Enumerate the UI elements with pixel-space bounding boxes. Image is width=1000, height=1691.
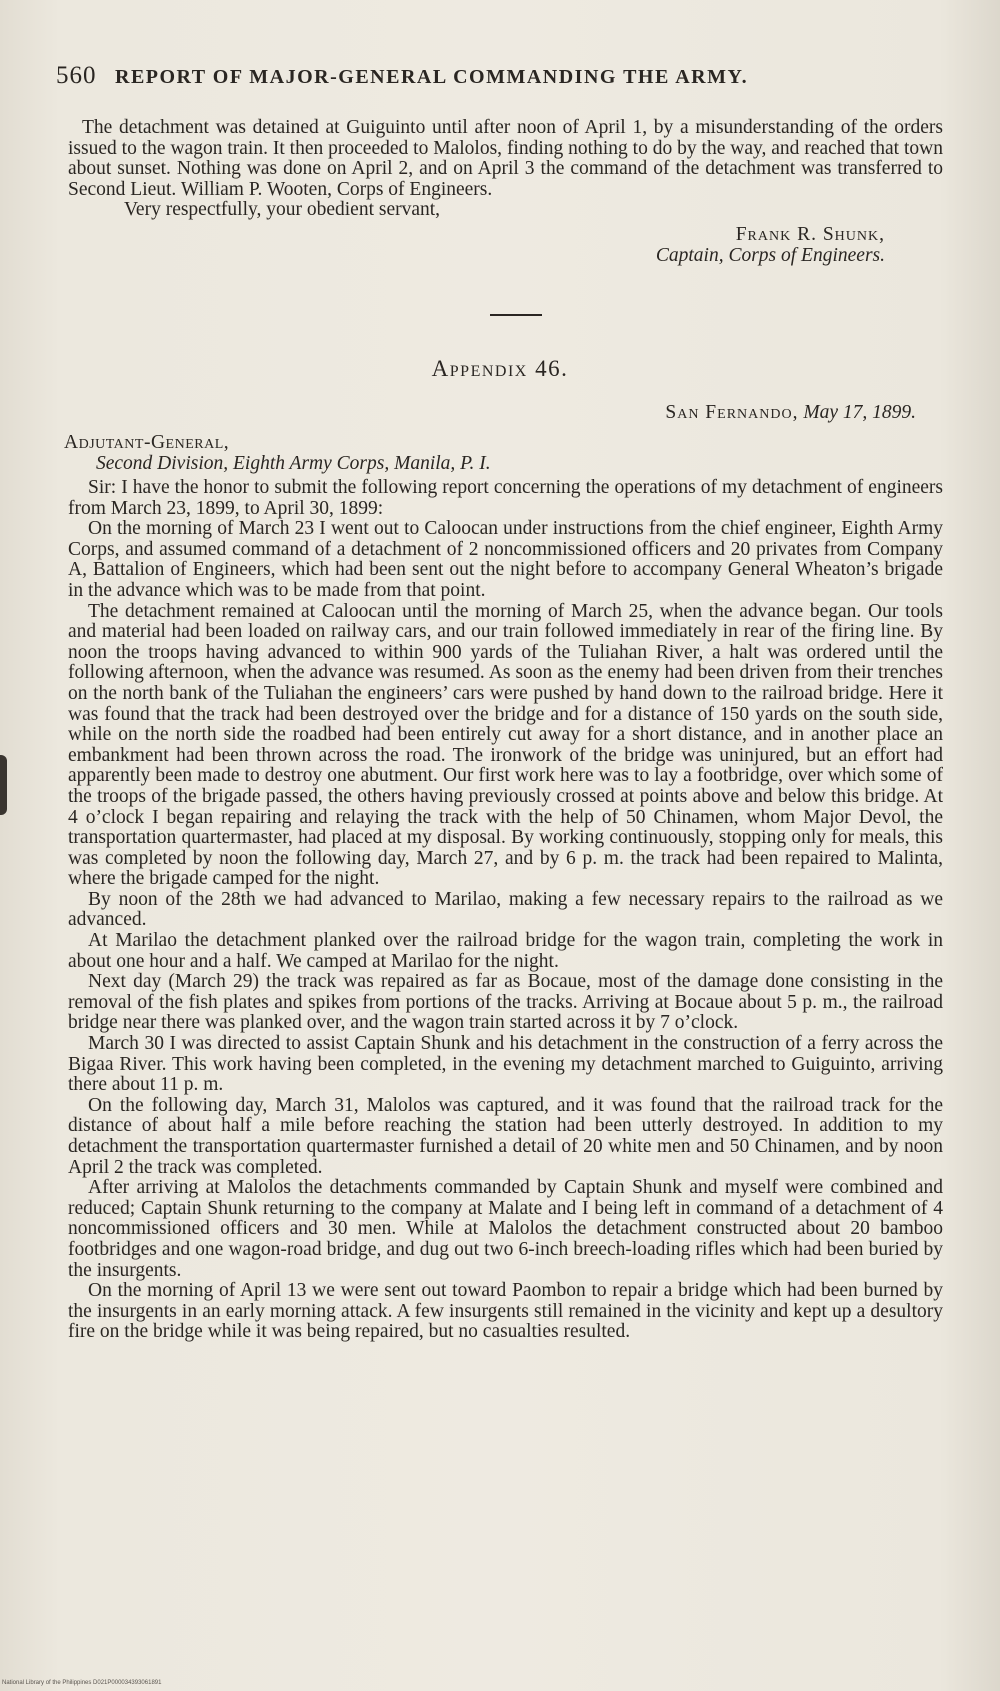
report-paragraph: March 30 I was directed to assist Captain Shunk and his detachment in the construction of a ferry across the Bigaa River. This work having been completed, in the evening my detachment marched to Guiguinto, arriving there about 11 p. m. — [68, 1033, 943, 1096]
previous-letter — [68, 118, 943, 266]
report-paragraph: On the morning of April 13 we were sent out toward Paombon to repair a bridge which had been burned by the insurgents in an early morning attack. A few insurgents still remained in the vicinity and kept up a desultory fire on the bridge while it was being repaired, but no casualties resulted. — [68, 1280, 943, 1343]
dateline — [665, 402, 916, 424]
dateline-place: San Fernando, — [665, 402, 799, 423]
report-paragraph: On the morning of March 23 I went out to Caloocan under instructions from the chief engineer, Eighth Army Corps, and assumed command of a detachment of 2 noncommissioned officers and 20 privates from Company A, Battalion of Engineers, which had been sent out the night before to accompany General Wheaton’s brigade in the advance which was to be made from that point. — [68, 518, 943, 601]
report-paragraph: On the following day, March 31, Malolos was captured, and it was found that the railroad track for the distance of about half a mile before reaching the station had been utterly destroyed. In addition to my detachment the transportation quartermaster furnished a detail of 20 white men and 50 Chinamen, and by noon April 2 the track was completed. — [68, 1094, 943, 1178]
intro-paragraph: The detachment was detained at Guiguinto until after noon of April 1, by a misunderstanding of the orders issued to the wagon train. It then proceeded to Malolos, finding nothing to do by the way, and reached that town about sunset. Nothing was done on April 2, and on April 3 the command of the detachment was transferred to Second Lieut. William P. Wooten, Corps of Engineers. — [68, 117, 943, 200]
section-divider — [490, 314, 542, 316]
report-body — [68, 478, 943, 1343]
signature-name: Frank R. Shunk, — [735, 223, 885, 245]
signature-title: Captain, Corps of Engineers. — [655, 244, 885, 266]
dateline-date: May 17, 1899. — [803, 402, 916, 423]
appendix-heading: Appendix 46. — [431, 356, 569, 381]
running-title: REPORT OF MAJOR-GENERAL COMMANDING THE ARMY. — [115, 66, 749, 88]
addressee-line-1: Adjutant-General, — [64, 432, 230, 453]
report-paragraph: By noon of the 28th we had advanced to Marilao, making a few necessary repairs to the railroad as we advanced. — [68, 888, 943, 931]
page-number: 560 — [56, 62, 97, 89]
scan-footer: National Library of the Philippines D021P000034393061891 — [2, 1680, 162, 1686]
addressee — [64, 432, 491, 474]
report-paragraph: Next day (March 29) the track was repaired as far as Bocaue, most of the damage done consisting in the removal of the fish plates and spikes from portions of the tracks. Arriving at Bocaue about 5 p. m., the railroad bridge near there was planked over, and the wagon train started across it by 7 o’clock. — [68, 971, 943, 1034]
report-paragraph: The detachment remained at Caloocan until the morning of March 25, when the advance began. Our tools and material had been loaded on railway cars, and our train followed immediately in rear of the firing line. By noon the troops having advanced to within 900 yards of the Tuliahan River, a halt was ordered until the following afternoon, when the advance was resumed. As soon as the enemy had been driven from their trenches on the north bank of the Tuliahan the engineers’ cars were pushed by hand down to the railroad bridge. Here it was found that the track had been destroyed over the bridge and for a distance of 150 yards on the south side, while on the north side the roadbed had been entirely cut away for a short distance, and in another place an embankment had been thrown across the road. The ironwork of the bridge was uninjured, but an effort had apparently been made to destroy one abutment. Our first work here was to lay a footbridge, over which some of the troops of the brigade passed, the others having previously crossed at points above and below this bridge. At 4 o’clock I began repairing and relaying the track with the help of 50 Chinamen, whom Major Devol, the transportation quartermaster, had placed at my disposal. By working continuously, stopping only for meals, this was completed by noon the following day, March 27, and by 6 p. m. the track had been repaired to Malinta, where the brigade camped for the night. — [68, 600, 943, 890]
report-paragraph: Sir: I have the honor to submit the following report concerning the operations of my detachment of engineers from March 23, 1899, to April 30, 1899: — [68, 477, 943, 519]
closing-line: Very respectfully, your obedient servant, — [124, 199, 441, 221]
report-paragraph: After arriving at Malolos the detachments commanded by Captain Shunk and myself were combined and reduced; Captain Shunk returning to the company at Malate and I being left in command of a detachment of 4 noncommissioned officers and 30 men. While at Malolos the detachment constructed about 20 bamboo footbridges and one wagon-road bridge, and dug out two 6-inch breech-loading rifles which had been buried by the insurgents. — [68, 1177, 943, 1281]
page-header — [56, 62, 936, 90]
binding-shadow — [0, 755, 7, 815]
addressee-line-2: Second Division, Eighth Army Corps, Manila, P. I. — [96, 453, 491, 474]
report-paragraph: At Marilao the detachment planked over the railroad bridge for the wagon train, completing the work in about one hour and a half. We camped at Marilao for the night. — [68, 930, 943, 972]
